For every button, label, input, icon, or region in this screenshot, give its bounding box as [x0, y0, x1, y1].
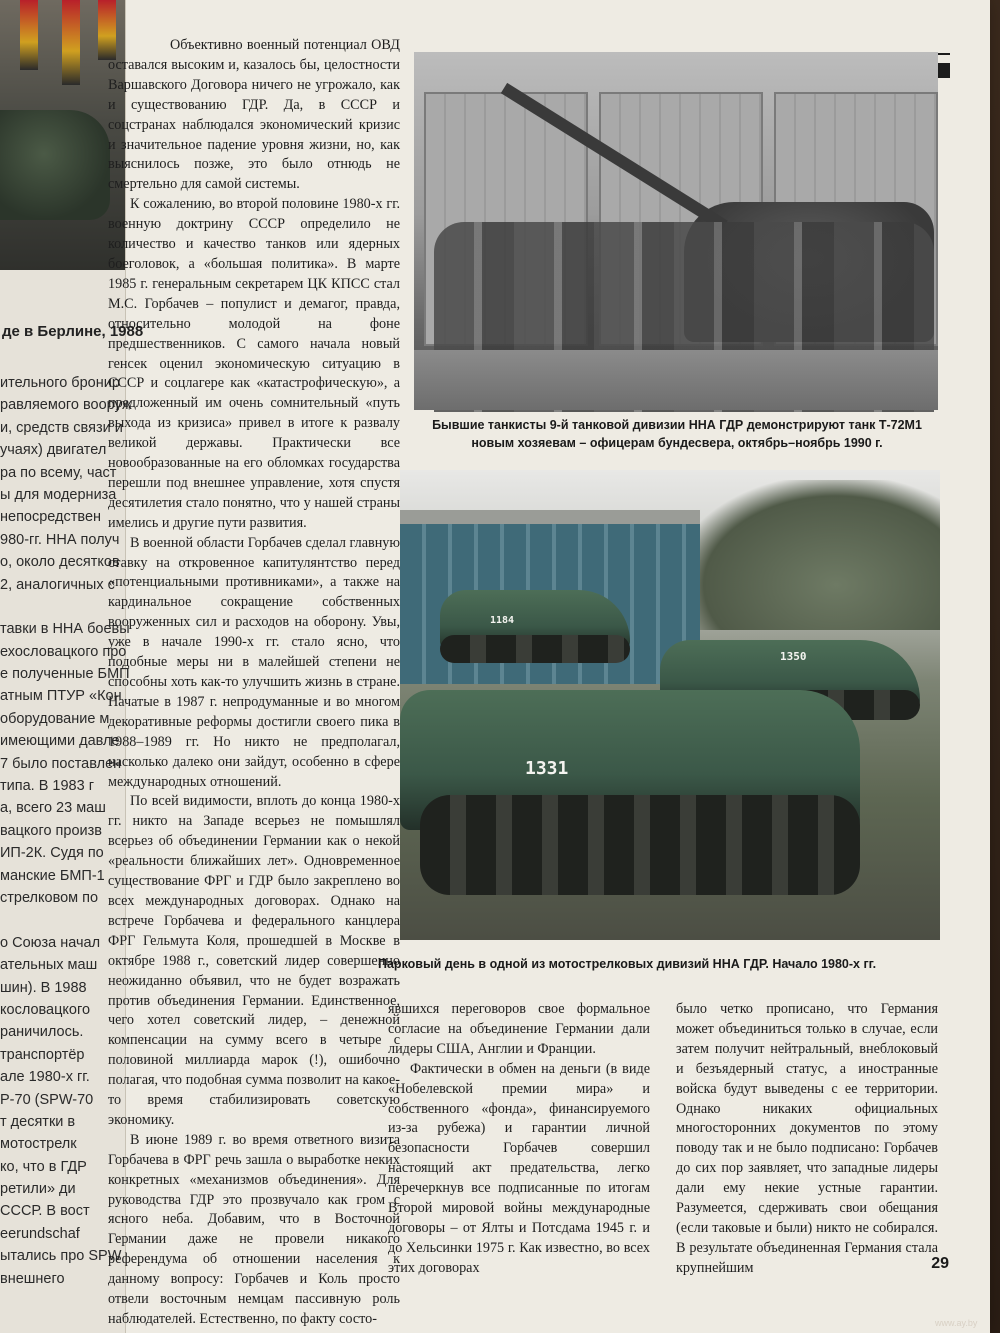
previous-page-line: шин). В 1988 — [0, 979, 87, 996]
previous-page-caption: де в Берлине, 1988 — [2, 323, 144, 340]
vehicle-number: 1331 — [525, 758, 569, 779]
previous-page-text — [0, 372, 132, 1290]
previous-page-line: ра по всему, част — [0, 464, 117, 481]
previous-page-line: о, около десятков — [0, 554, 120, 571]
previous-page-line: ИП-2К. Судя по — [0, 845, 104, 862]
paragraph: явшихся переговоров свое формальное согласие на объединение Германии дали лидеры США, Англии и Франции. — [388, 1001, 650, 1057]
paragraph: Объективно военный потенциал ОВД оставался высоким и, казалось бы, целостности Варшавского Договора ничего не угрожало, как и существованию ГДР. Да, в СССР и соцстранах наблюдался экономический кризис и значительное падение уровня жизни, но, как выяснилось позже, это было отнюдь не смертельно для самой системы. — [108, 37, 400, 193]
previous-page-line: мотострелк — [0, 1136, 77, 1153]
previous-page-line — [0, 909, 125, 931]
tank-shape — [0, 110, 110, 220]
vehicle-number: 1350 — [780, 650, 807, 663]
paragraph: было четко прописано, что Германия может объединиться только в случае, если затем получит нейтральный, внеблоковый и безъядерный статус, а иностранные войска будут выведены с ее территории. Однако никаких официальных многосторонних документов по этому поводу так и не было подписано: Горбачев до сих пор заявляет, что западные лидеры дали ему некие устные гарантии. Разумеется, сдерживать свои обещания (если таковые и были) никто не собирался. В результате объединенная Германия стала крупнейшим — [676, 1001, 938, 1276]
photo2-caption: Парковый день в одной из мотострелковых дивизий ННА ГДР. Начало 1980-х гг. — [378, 957, 877, 971]
previous-page-line — [0, 596, 125, 618]
previous-page-line: о Союза начал — [0, 934, 101, 951]
paragraph: В июне 1989 г. во время ответного визита Горбачева в ФРГ речь зашла о выработке неких конкретных «механизмов объединения». Для руководства ГДР это прозвучало как гром с ясного неба. Добавим, что в Восточной Германии даже не провели никакого референдума об отношении населения к данному вопросу: Горбачев и Коль просто отвели восточным немцам пассивную роль наблюдателей. Естественно, по факту состо- — [108, 1131, 400, 1327]
previous-page-line: е полученные БМП — [0, 666, 130, 683]
previous-page-line: ехословацкого про — [0, 643, 127, 660]
previous-page-line: eerundschaf — [0, 1225, 80, 1242]
track — [440, 635, 630, 663]
paragraph: Фактически в обмен на деньги (в виде «Нобелевской премии мира» и собственного «фонда», финансируемого из-за рубежа) и гарантии личной безопасности Горбачев совершил настоящий акт предательства, легко перечеркнув все подписанные по итогам Второй мировой войны международные договоры – от Ялты и Потсдама 1945 г. и до Хельсинки 1975 г. Как известно, во всех этих договорах — [388, 1060, 650, 1276]
tank-t72-photo — [414, 52, 938, 410]
previous-page-line: вацкого произв — [0, 822, 102, 839]
previous-page-line: непосредствен — [0, 509, 102, 526]
previous-page-line: кословацкого — [0, 1001, 91, 1018]
previous-page-line: т десятки в — [0, 1113, 76, 1130]
previous-page-line: имеющими давле — [0, 733, 120, 750]
previous-page-line: учаях) двигател — [0, 442, 107, 459]
previous-page-line: СССР. В вост — [0, 1203, 90, 1220]
article-column-3 — [676, 1000, 938, 1279]
previous-page-line: равляемого вооруж — [0, 397, 132, 414]
paragraph: По всей видимости, вплоть до конца 1980-х гг. никто на Западе всерьез не помышлял всерьез об объединении Германии как о некой «реальности ближайших лет». Одновременное существование ФРГ и ГДР было закреплено во всех международных договорах. Однако на встрече Горбачева и федерального канцлера ФРГ Гельмута Коля, прошедшей в Москве в октябре 1988 г., советский лидер совершенно неожиданно объявил, что не будет возражать против объединения Германии. Единственное, чего хотел советский лидер, – денежной компенсации на сумму всего в четыре с половиной миллиарда марок (!), ошибочно полагая, что подобная сумма позволит на какое-то время стабилизировать советскую экономику. — [108, 793, 400, 1128]
previous-page-line: оборудование м — [0, 710, 110, 727]
previous-page-line: а, всего 23 маш — [0, 800, 106, 817]
flag-shape — [20, 0, 38, 70]
previous-page-line: ытались про SPW — [0, 1248, 122, 1265]
previous-page-line: ретили» ди — [0, 1181, 76, 1198]
previous-page-line: раничилось. — [0, 1024, 84, 1041]
previous-page-line: але 1980-х гг. — [0, 1069, 90, 1086]
previous-page-line: 7 было поставлен — [0, 755, 122, 772]
watermark: www.ay.by — [935, 1318, 978, 1328]
article-column-2 — [388, 1000, 650, 1279]
previous-page-line: 980-гг. ННА получ — [0, 531, 120, 548]
previous-page-line: манские БМП-1 — [0, 867, 105, 884]
bmp-park-photo — [400, 470, 940, 940]
trees — [680, 480, 940, 630]
previous-page-line: транспортёр — [0, 1046, 85, 1063]
previous-page-line: внешнего — [0, 1270, 65, 1287]
article-column-1 — [108, 36, 400, 1330]
vehicle-number: 1184 — [490, 615, 515, 626]
paragraph: К сожалению, во второй половине 1980-х гг. военную доктрину СССР определило не количество и качество танков или ядерных боеголовок, а «большая политика». В марте 1985 г. генеральным секретарем ЦК КПСС стал М.С. Горбачев – популист и демагог, правда, относительно молодой на фоне предшественников. С самого начала новый генсек оценил экономическую ситуацию в СССР и соцлагере как «катастрофическую», а предложенный им очень сомнительный «путь выхода из кризиса» привел в итоге к развалу великой державы. Практически все новообразованные на его обломках государства перешли под внешнее управление, хотя спустя десятилетия стало понятно, что у нашей страны имелись и другие пути развития. — [108, 196, 400, 531]
previous-page-line: ы для модерниза — [0, 486, 117, 503]
page-number: 29 — [931, 1255, 949, 1272]
ground — [414, 350, 938, 410]
photo1-caption: Бывшие танкисты 9-й танковой дивизии ННА ГДР демонстрируют танк Т-72М1 новым хозяевам – офицерам бундесвера, октябрь–ноябрь 1990 г. — [432, 418, 922, 450]
previous-page-line: ательных маш — [0, 957, 98, 974]
paragraph: В военной области Горбачев сделал главную ставку на откровенное капитулянтство перед «потенциальными противниками», а также на кардинальное сокращение собственных вооруженных сил и расходов на оборону. Увы, уже в начале 1990-х гг. стало ясно, что подобные меры ни в малейшей степени не способны хоть как-то улучшить жизнь в стране. Начатые в 1987 г. непродуманные и во многом декоративные реформы достигли своего пика в 1988–1989 гг. Но никто не предполагал, насколько далеко они зайдут, особенно в сфере международных отношений. — [108, 534, 400, 790]
previous-page-line: Р-70 (SPW-70 — [0, 1091, 94, 1108]
previous-page-line: 2, аналогичных с — [0, 576, 115, 593]
previous-page-line: ительного бронир — [0, 375, 120, 391]
previous-page-line: стрелковом по — [0, 889, 99, 906]
previous-page-line: ко, что в ГДР — [0, 1158, 87, 1175]
flag-shape — [62, 0, 80, 85]
track — [420, 795, 860, 895]
previous-page-line: атным ПТУР «Кон — [0, 688, 122, 705]
previous-page-line: и, средств связи и — [0, 419, 123, 436]
previous-page-line: типа. В 1983 г — [0, 778, 94, 795]
previous-page-line: тавки в ННА боевы — [0, 621, 130, 638]
previous-page-photo — [0, 0, 125, 270]
